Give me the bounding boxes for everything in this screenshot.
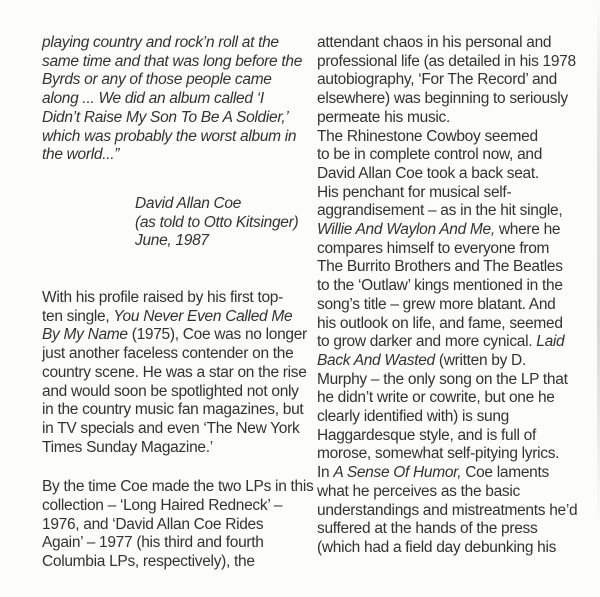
right-column-text: attendant chaos in his personal and professional life (as detailed in his 1978 autobiography, ‘For The Record’ and elsewhere) was beginning to seriously permeate his music. The Rhinestone Cowboy seemed to be in complete control now, and David Allan Coe took a back seat. His penchant for musical self- aggrandisement – as in the hit single, Willie And Waylon And Me, where he compares himself to everyone from The Burrito Brothers and The Beatles to the ‘Outlaw’ kings mentioned in the song’s title – grew more blatant. And his outlook on life, and fame, seemed to grow darker and more cynical. Laid Back And Wasted (written by D. Murphy – the only song on the LP that he didn’t write or cowrite, but one he clearly identified with) is sung Haggardesque style, and is full of morose, somewhat self-pitying lyrics. In A Sense Of Humor, Coe laments what he perceives as the basic understandings and mistreatments he’d suffered at the hands of the press (which had a field day debunking his [317,34,578,556]
right-column [317,0,587,558]
quote-attribution: David Allan Coe (as told to Otto Kitsinger) June, 1987 [135,194,299,250]
quote-paragraph: playing country and rock’n roll at the same time and that was long before the Byrds or any of those people came along ... We did an album called ‘I Didn’t Raise My Son To Be A Soldier,’ which was probably the worst album in the world...” [42,34,303,164]
paragraph-lps: By the time Coe made the two LPs in this collection – ‘Long Haired Redneck’ – 1976, and ‘David Allan Coe Rides Again’ – 1977 (his third and fourth Columbia LPs, respectively), the [42,478,314,571]
paragraph-profile: With his profile raised by his first top- ten single, You Never Even Called Me By My Name (1975), Coe was no longer just another faceless contender on the country scene. He was a star on the rise and would soon be spotlighted not only in the country music fan magazines, but in TV specials and even ‘The New York Times Sunday Magazine.’ [42,289,307,456]
left-column [42,0,314,572]
